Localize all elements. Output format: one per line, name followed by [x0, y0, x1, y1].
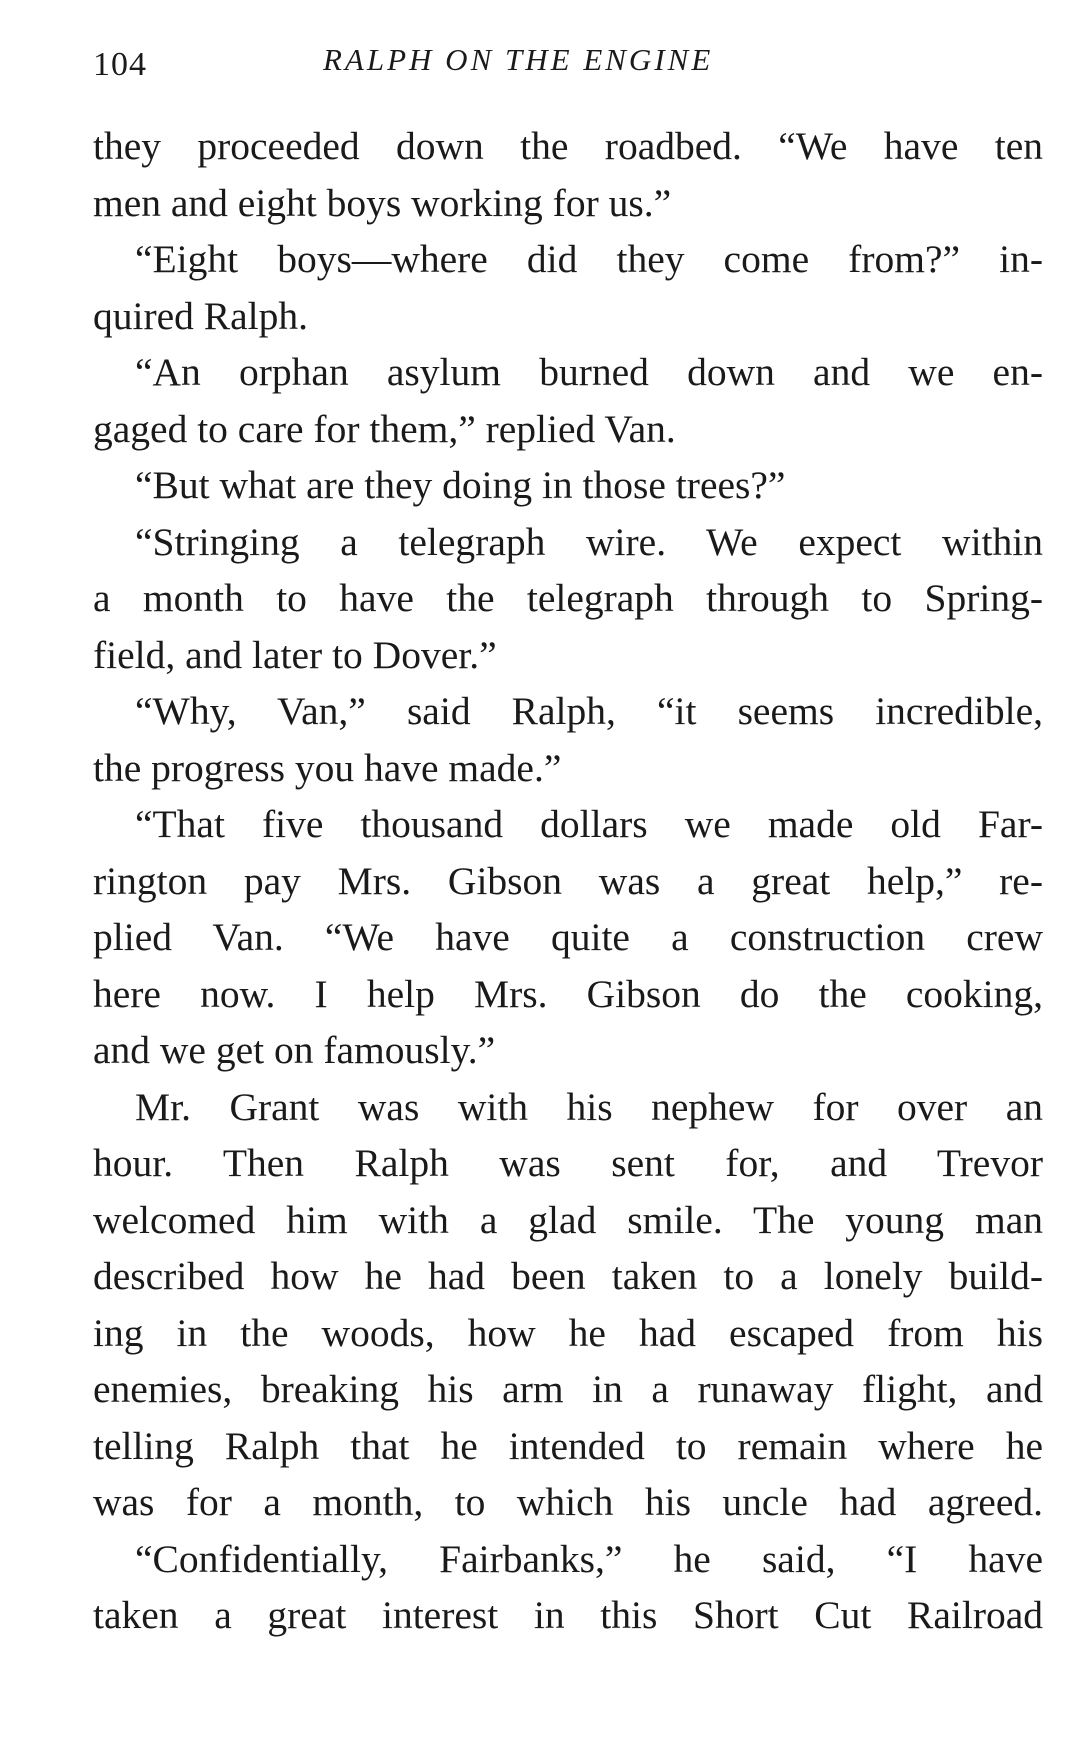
text-line: described how he had been taken to a lonely build- — [93, 1254, 1043, 1298]
running-head — [93, 36, 1043, 96]
body-text — [93, 118, 1043, 1644]
text-line: “Confidentially, Fairbanks,” he said, “I have — [135, 1536, 1043, 1581]
text-line: “An orphan asylum burned down and we en- — [135, 350, 1043, 394]
text-line: plied Van. “We have quite a construction crew — [93, 915, 1043, 959]
page-number: 104 — [93, 46, 147, 83]
text-line: quired Ralph. — [93, 293, 309, 338]
text-line: ing in the woods, how he had escaped from his — [93, 1310, 1043, 1355]
text-line: “Stringing a telegraph wire. We expect within — [135, 519, 1043, 564]
text-line: Mr. Grant was with his nephew for over an — [135, 1084, 1043, 1129]
text-line: the progress you have made.” — [93, 745, 562, 790]
text-line: field, and later to Dover.” — [93, 632, 497, 677]
running-head-title: RALPH ON THE ENGINE — [323, 42, 714, 77]
text-line: they proceeded down the roadbed. “We have ten — [93, 124, 1043, 168]
text-line: gaged to care for them,” replied Van. — [93, 406, 676, 451]
text-line: here now. I help Mrs. Gibson do the cooking, — [93, 971, 1043, 1016]
text-line: “Why, Van,” said Ralph, “it seems incredible, — [135, 689, 1043, 733]
text-line: welcomed him with a glad smile. The young man — [93, 1197, 1043, 1242]
text-line: “But what are they doing in those trees?” — [135, 463, 786, 507]
text-line: rington pay Mrs. Gibson was a great help,” re- — [93, 858, 1043, 903]
text-line: was for a month, to which his uncle had agreed. — [93, 1480, 1043, 1524]
text-line: telling Ralph that he intended to remain where he — [93, 1423, 1043, 1468]
text-line: enemies, breaking his arm in a runaway flight, and — [93, 1367, 1043, 1411]
text-line: “Eight boys—where did they come from?” in- — [135, 237, 1043, 281]
text-line: men and eight boys working for us.” — [93, 180, 672, 225]
text-line: and we get on famously.” — [93, 1028, 496, 1072]
text-line: hour. Then Ralph was sent for, and Trevor — [93, 1141, 1043, 1185]
text-line: a month to have the telegraph through to Spring- — [93, 576, 1043, 620]
text-line: “That five thousand dollars we made old Far- — [135, 802, 1043, 846]
text-line: taken a great interest in this Short Cut Railroad — [93, 1593, 1043, 1637]
